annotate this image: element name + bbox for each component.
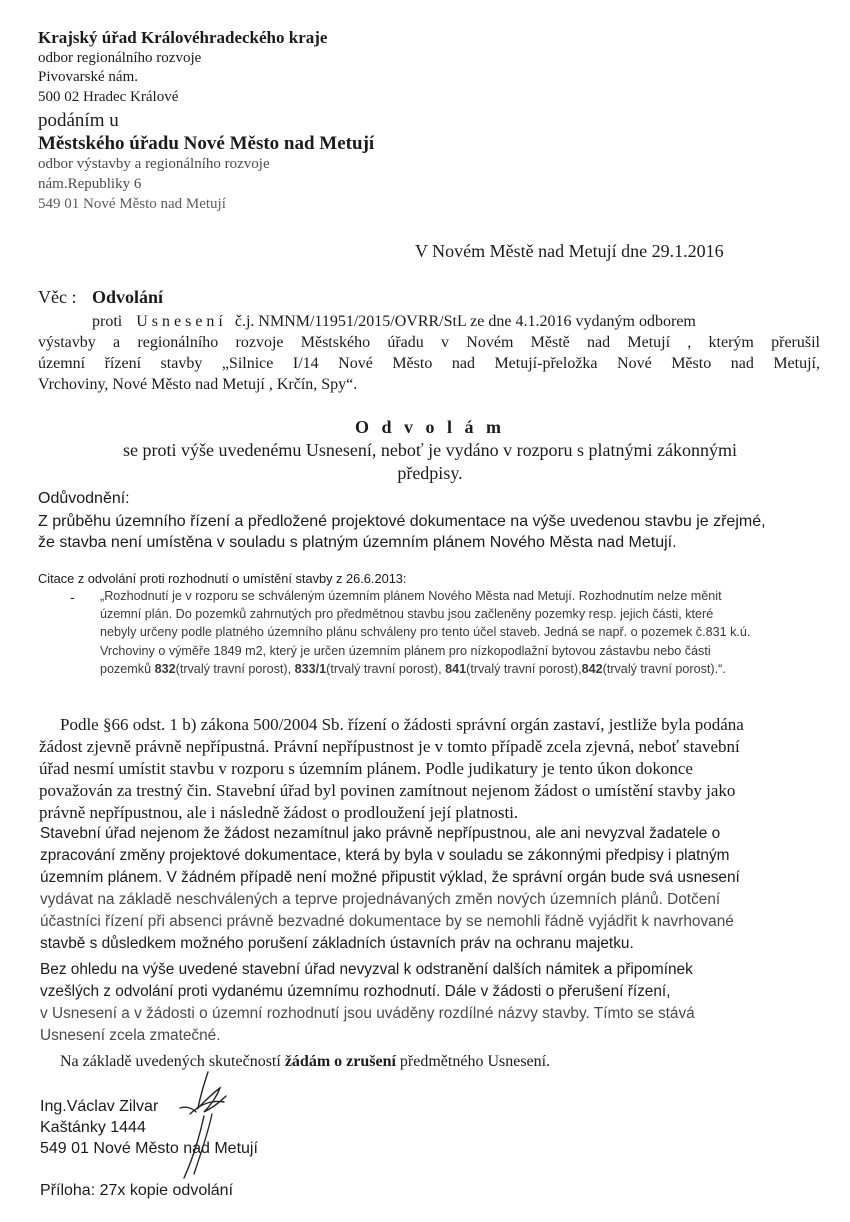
citation-l5g: (trvalý travní porost), <box>466 661 582 676</box>
via-office: Městského úřadu Nové Město nad Metují <box>38 133 375 154</box>
subject-line2: výstavby a regionálního rozvoje Městského úřadu v Novém Městě nad Metují , kterým přerušil <box>38 334 820 351</box>
parcel-833-1: 833/1 <box>294 661 327 676</box>
subject-title: Odvolání <box>92 287 164 307</box>
p1-line1: Podle §66 odst. 1 b) zákona 500/2004 Sb. řízení o žádosti správní orgán zastaví, jestliže byla podána <box>60 715 744 734</box>
subject-line4: Vrchoviny, Nové Město nad Metují , Krčín, Spy“. <box>38 376 358 393</box>
parcel-832: 832 <box>154 661 176 676</box>
p2-line4: vydávat na základě neschválených a teprve projednávaných změn nových územních plánů. Dotčení <box>40 891 721 908</box>
p3-line1: Bez ohledu na výše uvedené stavební úřad nevyzval k odstranění dalších námitek a připomínek <box>40 961 693 978</box>
subject-proti: proti <box>92 313 123 330</box>
citation-bullet: - <box>70 589 75 605</box>
citation-quote <box>100 587 818 678</box>
appeal-line2: předpisy. <box>397 463 463 483</box>
p2-line6: stavbě s důsledkem možného porušení základních ústavních práv na ochranu majetku. <box>40 935 634 952</box>
citation-intro: Citace z odvolání proti rozhodnutí o umístění stavby z 26.6.2013: <box>38 571 407 586</box>
citation-l5e: (trvalý travní porost), <box>326 661 442 676</box>
subject-line1-rest: č.j. NMNM/11951/2015/OVRR/StL ze dne 4.1.2016 vydaným odborem <box>234 313 696 330</box>
reasoning-line1: Z průběhu územního řízení a předložené projektové dokumentace na výše uvedenou stavbu je zřejmé, <box>38 513 766 530</box>
p2-line3: územním plánem. V žádném případě není možné připustit výklad, že správní orgán bude svá usnesení <box>40 869 740 886</box>
reasoning-label: Odůvodnění: <box>38 490 130 507</box>
citation-line3: nebyly určeny podle platného územního plánu schváleny pro tento účel staveb. Jedná se např. o pozemek č.831 k.ú. <box>100 625 751 640</box>
p1-line4: považován za trestný čin. Stavební úřad byl povinen zamítnout nejenom žádost o umístění stavby jako <box>39 781 736 800</box>
subject-line1 <box>92 313 696 331</box>
subject-label: Věc : <box>38 287 77 307</box>
p2-line1: Stavební úřad nejenom že žádost nezamítnul jako právně nepřípustnou, ale ani nevyzval žadatele o <box>40 825 721 842</box>
recipient-city: 500 02 Hradec Králové <box>38 89 179 105</box>
p3-line2: vzešlých z odvolání proti vydanému územnímu rozhodnutí. Dále v žádosti o přerušení řízení, <box>40 983 671 1000</box>
reasoning-line2: že stavba není umístěna v souladu s platným územním plánem Nového Města nad Metují. <box>38 534 677 551</box>
p2-line2: zpracování změny projektové dokumentace, která by byla v souladu se zákonnými předpisy i platným <box>40 847 730 864</box>
citation-line5 <box>100 660 818 678</box>
attachment: Příloha: 27x kopie odvolání <box>40 1182 234 1199</box>
place-date: V Novém Městě nad Metují dne 29.1.2016 <box>415 241 724 261</box>
citation-line4: Vrchoviny o výměře 1849 m2, který je určen územním plánem pro nízkopodlažní bytovou zástavbu nebo části <box>100 643 711 658</box>
citation-l5i: (trvalý travní porost).“. <box>602 661 726 676</box>
citation-line1: „Rozhodnutí je v rozporu se schváleným územním plánem Nového Města nad Metují. Rozhodnutím nelze měnit <box>100 589 722 603</box>
parcel-842: 842 <box>581 661 603 676</box>
subject-usneseni: U s n e s e n í <box>136 313 223 330</box>
via-city: 549 01 Nové Město nad Metují <box>38 196 226 212</box>
p2-line5: účastníci řízení při absenci právně bezvadné dokumentace by se nemohli řádně vyjádřit k navrhované <box>40 913 734 930</box>
sender-street: Kaštánky 1444 <box>40 1119 146 1136</box>
conclusion-a: Na základě uvedených skutečností <box>60 1053 281 1070</box>
parcel-841: 841 <box>445 661 467 676</box>
sender-name: Ing.Václav Zilvar <box>40 1098 159 1115</box>
signature <box>160 1064 240 1184</box>
conclusion <box>60 1053 550 1071</box>
p3-line3: v Usnesení a v žádosti o územní rozhodnutí jsou uváděny rozdílné názvy stavby. Tímto se stává <box>40 1005 695 1022</box>
appeal-line1: se proti výše uvedenému Usnesení, neboť je vydáno v rozporu s platnými zákonnými <box>122 440 738 460</box>
p1-line2: žádost zjevně právně nepřípustná. Právní nepřípustnost je v tomto případě zcela zjevná, neboť stavební <box>39 737 740 756</box>
sender-city: 549 01 Nové Město nad Metují <box>40 1140 258 1157</box>
citation-l5c: (trvalý travní porost), <box>175 661 292 676</box>
via-prefix: podáním u <box>38 110 119 131</box>
recipient-dept: odbor regionálního rozvoje <box>38 50 202 66</box>
p1-line5: právně nepřípustnou, ale i následně žádost o prodloužení její platnosti. <box>39 803 519 822</box>
via-dept: odbor výstavby a regionálního rozvoje <box>38 156 270 172</box>
citation-l5a: pozemků <box>100 661 152 676</box>
citation-line2: územní plán. Do pozemků zahrnutých pro předmětnou stavbu jsou začleněny pozemky resp. jejich části, které <box>100 607 714 622</box>
subject-line3: územní řízení stavby „Silnice I/14 Nové Město nad Metují-přeložka Nové Město nad Metují, <box>38 355 820 372</box>
via-street: nám.Republiky 6 <box>38 176 142 192</box>
recipient-street: Pivovarské nám. <box>38 69 138 85</box>
p1-line3: úřad nesmí umístit stavbu v rozporu s územním plánem. Podle judikatury je tento úkon dokonce <box>39 759 693 778</box>
appeal-heading: O d v o l á m <box>354 417 505 437</box>
conclusion-c: předmětného Usnesení. <box>399 1053 551 1070</box>
conclusion-request: žádám o zrušení <box>284 1053 396 1070</box>
p3-line4: Usnesení zcela zmatečné. <box>40 1027 221 1044</box>
recipient-name: Krajský úřad Královéhradeckého kraje <box>38 28 328 47</box>
